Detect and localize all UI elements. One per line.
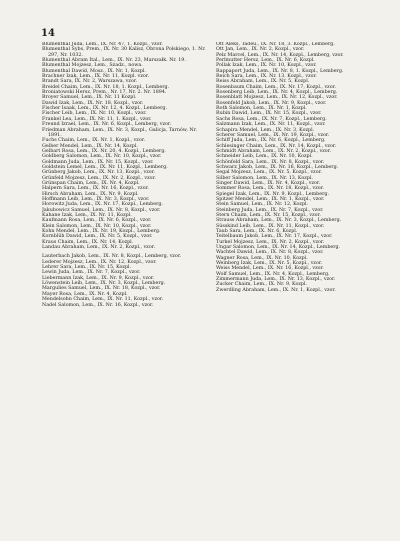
directory-entry: Segal Mojzesz, Lem., IX. Nr. 5, Kozpl., vzor.	[216, 170, 322, 176]
directory-entry: Goldberg Salomon, Lem., IX. Nr. 10, Kozpl., vzor.	[42, 154, 162, 160]
directory-entry: Reiss Abraham, Lem., IX. Nr. 5, Kozpl.	[216, 79, 310, 85]
directory-entry: Löwenstein Leib, Lem., IX. Nr. 3, Kozpl., Lemberg.	[42, 281, 166, 287]
directory-entry: Brandt Sara, IX. Nr. 2, Warszawa, vzor.	[42, 79, 138, 85]
directory-entry: Brachner Izak, Lem., IX. Nr. 11, Kozpl. vzor.	[42, 74, 150, 80]
directory-entry: Blumenthal Sybs, Prem., IX. Nr. 30 Kalisz, Obrona Polskiego, 1. Nr. 297, Nr. 1032.	[42, 47, 206, 58]
directory-entry: Schapira Mendel, Lem., IX. Nr. 3, Kozpl.	[216, 127, 315, 133]
directory-entry: Wachtel Dawid, Lem., IX. Nr. 8, Kozpl., vzor.	[216, 250, 324, 256]
directory-entry: Lehrer Sara, Lem., IX. Nr. 15, Kozpl.	[42, 265, 132, 271]
directory-entry: Zimmermann Juda, Lem., IX. Nr. 13, Kozpl., vzor.	[216, 277, 336, 283]
directory-entry: Goldstein Lemel, Lem., IX. Nr. 11, Kozpl., Lemberg.	[42, 164, 168, 170]
directory-entry: Weinberg Izak, Lem., IX. Nr. 5, Kozpl., vzor.	[216, 261, 323, 267]
directory-entry: Grünberg Jakob, Lem., IX. Nr. 13, Kozpl., vzor.	[42, 170, 155, 176]
directory-entry: Spiegel Izak, Lem., IX. Nr. 9, Kozpl., Lemberg.	[216, 191, 329, 197]
directory-entry: Sommer Rosa, Lem., IX. Nr. 18, Kozpl., vzor.	[216, 186, 324, 192]
directory-entry: Halpern Sara, Lem., IX. Nr. 16, Kozpl., vzor.	[42, 186, 149, 192]
right-column	[216, 42, 382, 529]
directory-entry: Gelber Mendel, Lem., IX. Nr. 14, Kozpl.	[42, 143, 138, 149]
directory-entry: Rappaport Juda, Lem., IX. Nr. 8, 1. Kozpl., Lemberg.	[216, 68, 344, 74]
directory-entry: Kraus Chaim, Lem., IX. Nr. 14, Kozpl.	[42, 239, 134, 245]
directory-entry: Schiff Juda, Lem., IX. Nr. 6, Kozpl., Lemberg.	[216, 138, 326, 144]
page-number: 14	[41, 28, 55, 39]
directory-entry: Steinberg Juda, Lem., IX. Nr. 7, Kozpl., vzor.	[216, 207, 324, 213]
directory-entry: Ungar Salomon, Lem., IX. Nr. 14, Kozpl., Lemberg.	[216, 245, 341, 251]
directory-entry: Reich Sara, Lem., IX. Nr. 13, Kozpl., vzor.	[216, 74, 317, 80]
directory-entry: Margulies Samuel, Lem., IX. Nr. 18, Kozpl., vzor.	[42, 286, 161, 292]
directory-entry: Hoffmann Leib, Lem., IX. Nr. 3, Kozpl., vzor.	[42, 196, 150, 202]
directory-entry: Goldmann Juda, Lem., IX. Nr. 15, Kozpl., vzor.	[42, 159, 154, 165]
directory-entry: Mendelsohn Chaim, Lem., IX. Nr. 11, Kozpl., vzor.	[42, 297, 164, 303]
directory-entry: Zwerdling Abraham, Lem., IX. Nr. 1, Kozpl., vzor.	[216, 287, 336, 293]
directory-entry: Klein Salomon, Lem., IX. Nr. 10, Kozpl., vzor.	[42, 223, 152, 229]
directory-entry: Rubin Dawid, Lem., IX. Nr. 15, Kozpl., vzor.	[216, 111, 322, 117]
directory-entry: Dawid Izak, Lem., IX. Nr. 18, Kozpl., vzor.	[42, 100, 144, 106]
directory-entry: Blumenthal Abram Ital., Lem., IX. Nr. 23, Marszałk. Nr. 19.	[42, 58, 186, 64]
directory-entry: Ott Jan, Lem., IX. Nr. 2, Kozpl., vzor.	[216, 47, 305, 53]
directory-entry: Hirsch Abraham, Lem., IX. Nr. 9, Kozpl.	[42, 191, 139, 197]
directory-entry: Stern Chaim, Lem., IX. Nr. 15, Kozpl., vzor.	[216, 213, 321, 218]
directory-entry: Kornblüh Dawid, Lem., IX. Nr. 5, Kozpl., vzor.	[42, 234, 153, 240]
directory-entry: Lederer Mojzesz, Lem., IX. Nr. 12, Kozpl., vzor.	[42, 259, 157, 265]
directory-entry: Gelbart Rosa, Lem., IX. Nr. 20, 4. Kozpl., Lemberg.	[42, 148, 166, 154]
directory-entry: Landau Abraham, Lem., IX. Nr. 2, Kozpl., vzor.	[42, 245, 156, 251]
directory-entry: Fischer Leib, Lem., IX. Nr. 10, Kozpl., vzor.	[42, 111, 147, 117]
directory-entry: Kohn Mendel, Lem., IX. Nr. 19, Kozpl., Lemberg.	[42, 229, 161, 235]
directory-entry: Schwarz Jakob, Lem., IX. Nr. 16, Kozpl., Lemberg.	[216, 164, 339, 170]
directory-entry: Broyer Samuel, Lem., IX. Nr. 11 Kozpl.	[42, 95, 137, 101]
directory-entry: Wolf Samuel, Lem., IX. Nr. 4, Kozpl., Lemberg.	[216, 271, 330, 277]
directory-entry: Taub Sara, Lem., IX. Nr. 6, Kozpl.	[216, 229, 298, 235]
directory-entry: Scherer Samuel, Lem., IX. Nr. 19, Kozpl., vzor.	[216, 132, 330, 138]
directory-entry: Nadel Salomon, Lem., IX. Nr. 16, Kozpl., vzor.	[42, 302, 154, 308]
directory-entry: Strauss Abraham, Lem., IX. Nr. 3, Kozpl., Lemberg.	[216, 218, 342, 224]
directory-entry: Schneider Leib, Lem., IX. Nr. 10, Kozpl.	[216, 154, 313, 160]
directory-entry: Stein Samuel, Lem., IX. Nr. 12, Kozpl.	[216, 202, 309, 208]
directory-entry: Schmidt Abraham, Lem., IX. Nr. 2, Kozpl., vzor.	[216, 148, 331, 154]
directory-entry: Grünspan Chaim, Lem., IX. Nr. 4, Kozpl.	[42, 180, 140, 186]
directory-entry: Rosenbaum Chaim, Lem., IX. Nr. 17, Kozpl., vzor.	[216, 84, 336, 90]
directory-entry: Freund Izrael, Lem., IX. Nr. 6, Kozpl., Lemberg, vzor.	[42, 122, 172, 128]
directory-entry: Blumenthal Mojzesz, Lem., Szadz., nowa.	[42, 63, 143, 69]
directory-entry: Spitzer Mendel, Lem., IX. Nr. 1, Kozpl., vzor.	[216, 196, 325, 202]
directory-entry: Schönfeld Sara, Lem., IX. Nr. 8, Kozpl., vzor.	[216, 159, 325, 165]
directory-entry: Turkel Mojzesz, Lem., IX. Nr. 2, Kozpl., vzor.	[216, 239, 325, 245]
directory-entry: Sachs Rosa, Lem., IX. Nr. 7, Kozpl., Lemberg.	[216, 116, 327, 122]
directory-entry: Weiss Mendel, Lem., IX. Nr. 16, Kozpl., vzor.	[216, 266, 324, 272]
left-column	[42, 42, 208, 529]
directory-entry: Rosenfeld Jakob, Lem., IX. Nr. 9, Kozpl., vzor.	[216, 100, 327, 106]
directory-entry: Süsskind Leib, Lem., IX. Nr. 11, Kozpl., vzor.	[216, 223, 325, 229]
directory-entry: Kaufmann Rosa, Lem., IX. Nr. 6, Kozpl., vzor.	[42, 218, 152, 224]
directory-entry: Zucker Chaim, Lem., IX. Nr. 9, Kozpl.	[216, 282, 308, 288]
directory-entry: Lauterbach Jakob, Lem., IX. Nr. 8, Kozpl., Lemberg, vzor.	[42, 254, 182, 260]
directory-entry: Perlmutter Hersz, Lem., IX. Nr. 6, Kozpl.	[216, 58, 315, 64]
directory-entry: Liebermann Izak, Lem., IX. Nr. 9, Kozpl., vzor.	[42, 275, 155, 281]
directory-entry: Roth Salomon, Lem., IX. Nr. 1, Kozpl.	[216, 106, 307, 112]
directory-entry: Kahane Izak, Lem., IX. Nr. 11, Kozpl.	[42, 213, 132, 218]
directory-entry: Horowitz Juda, Lem., IX. Nr. 17, Kozpl., Lemberg.	[42, 202, 163, 208]
directory-entry: Teitelbaum Jakob, Lem., IX. Nr. 17, Kozpl., vzor.	[216, 234, 333, 240]
directory-entry: Friedman Abraham, Lem., IX. Nr. 3, Kozpl., Galicja, Tarnów, Nr. 1891.	[42, 127, 197, 138]
directory-entry: Frankel Lea, Lem., IX. Nr. 11, 1. Kozpl., vzor.	[42, 116, 152, 122]
directory-entry: Silber Salomon, Lem., IX. Nr. 13, Kozpl.	[216, 175, 313, 181]
two-column-listing	[42, 42, 382, 529]
directory-entry: Schlesinger Chaim, Lem., IX. Nr. 14, Kozpl., vzor.	[216, 143, 337, 149]
directory-entry: Pollak Izak, Lem., IX. Nr. 10, Kozpl., vzor.	[216, 63, 317, 69]
directory-entry: Blumenthal Dawid, Mosz., IX. Nr. 1, Kozpl.	[42, 68, 146, 74]
directory-entry: Wagner Rosa, Lem., IX. Nr. 10, Kozpl.	[216, 255, 308, 261]
directory-entry: Lewin Juda, Lem., IX. Nr. 7, Kozpl., vzor.	[42, 270, 141, 276]
directory-entry: Broniatowski Hersz, Prem., Nr. 17, Nr. 2. Nr. 1894.	[42, 90, 167, 96]
directory-entry: Fuchs Chaim, Lem., IX. Nr. 1, Kozpl., vzor.	[42, 138, 146, 144]
directory-entry: Grünfeld Mojzesz, Lem., IX. Nr. 2, Kozpl., vzor.	[42, 175, 156, 181]
directory-entry: Jakubowicz Samuel, Lem., IX. Nr. 8, Kozpl., vzor.	[42, 207, 161, 213]
directory-entry: Breidel Chaim, Lem., IX. Nr. 18, 1. Kozpl., Lemberg.	[42, 84, 170, 90]
directory-entry: Pelz Marcel, Lem., IX. Nr. 14, Kozpl., Lemberg, vzor.	[216, 52, 344, 58]
directory-entry: Ott Aleks, Tadeu., IX. Nr. 18, 3. Kozpl., Lemberg.	[216, 42, 335, 47]
directory-entry: Blumenthal Juda, Lem., IX. Nr. 47, 1. Kozpl., vzor.	[42, 42, 163, 47]
directory-entry: Mayer Rosa, Lem., IX. Nr. 4, Kozpl.	[42, 291, 128, 297]
directory-entry: Rosenberg Leib, Lem., IX. Nr. 4, Kozpl., Lemberg.	[216, 90, 338, 96]
directory-entry: Fischer Isaak, Lem., IX. Nr. 12, 4. Kozpl., Lemberg.	[42, 106, 167, 112]
directory-entry: Singer Dawid, Lem., IX. Nr. 4, Kozpl., vzor.	[216, 180, 321, 186]
directory-entry: Rosenblatt Mojzesz, Lem., IX. Nr. 12, Kozpl., vzor.	[216, 95, 338, 101]
directory-entry: Salzmann Izak, Lem., IX. Nr. 11, Kozpl., vzor.	[216, 122, 326, 128]
